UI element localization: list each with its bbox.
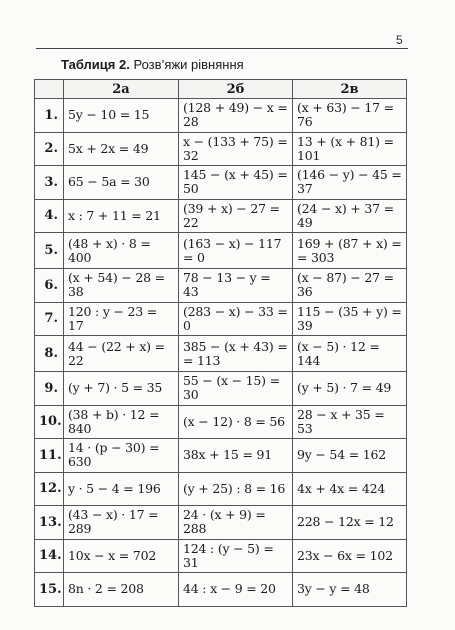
table-caption bbox=[61, 57, 244, 72]
column-header: 2а bbox=[64, 80, 179, 99]
table-row bbox=[35, 132, 407, 166]
equation-2a: (38 + b) · 12 = 840 bbox=[64, 405, 179, 439]
row-number: 14. bbox=[35, 539, 64, 573]
table-row bbox=[35, 233, 407, 269]
table-row bbox=[35, 269, 407, 303]
equation-2a: (43 − x) · 17 = 289 bbox=[64, 506, 179, 540]
equation-2a: (48 + x) · 8 = 400 bbox=[64, 233, 179, 269]
table-row bbox=[35, 439, 407, 473]
row-number: 13. bbox=[35, 506, 64, 540]
equation-2a: 14 · (p − 30) = 630 bbox=[64, 439, 179, 473]
equation-2a: 5y − 10 = 15 bbox=[64, 99, 179, 133]
equation-2c: (x + 63) − 17 = 76 bbox=[293, 99, 407, 133]
row-number: 7. bbox=[35, 302, 64, 336]
row-number: 8. bbox=[35, 336, 64, 372]
equation-2b: (39 + x) − 27 = 22 bbox=[179, 199, 293, 233]
equation-2c: 115 − (35 + y) = 39 bbox=[293, 302, 407, 336]
caption-text: Розв’яжи рівняння bbox=[133, 57, 244, 72]
row-number: 6. bbox=[35, 269, 64, 303]
equation-2b: (128 + 49) − x = 28 bbox=[179, 99, 293, 133]
equation-2a: 10x − x = 702 bbox=[64, 539, 179, 573]
equation-2b: x − (133 + 75) = 32 bbox=[179, 132, 293, 166]
equation-2a: 5x + 2x = 49 bbox=[64, 132, 179, 166]
equation-2c: (x − 5) · 12 = 144 bbox=[293, 336, 407, 372]
equation-2b: 24 · (x + 9) = 288 bbox=[179, 506, 293, 540]
table-row bbox=[35, 302, 407, 336]
equation-2a: 65 − 5a = 30 bbox=[64, 166, 179, 200]
equation-2a: y · 5 − 4 = 196 bbox=[64, 472, 179, 506]
equations-table bbox=[34, 79, 407, 607]
equation-2b: 78 − 13 − y = 43 bbox=[179, 269, 293, 303]
equation-2c: 4x + 4x = 424 bbox=[293, 472, 407, 506]
table-row bbox=[35, 336, 407, 372]
equation-2c: (y + 5) · 7 = 49 bbox=[293, 372, 407, 406]
equation-2a: (x + 54) − 28 = 38 bbox=[64, 269, 179, 303]
equation-2b: (163 − x) − 117 = 0 bbox=[179, 233, 293, 269]
header-corner bbox=[35, 80, 64, 99]
equation-2a: (y + 7) · 5 = 35 bbox=[64, 372, 179, 406]
equation-2c: 23x − 6x = 102 bbox=[293, 539, 407, 573]
table-row bbox=[35, 372, 407, 406]
row-number: 10. bbox=[35, 405, 64, 439]
table-row bbox=[35, 539, 407, 573]
page-number: 5 bbox=[396, 33, 403, 47]
equation-2b: (x − 12) · 8 = 56 bbox=[179, 405, 293, 439]
equation-2b: 55 − (x − 15) = 30 bbox=[179, 372, 293, 406]
equation-2c: 3y − y = 48 bbox=[293, 573, 407, 607]
equation-2a: 8n · 2 = 208 bbox=[64, 573, 179, 607]
table-row bbox=[35, 472, 407, 506]
equation-2b: 145 − (x + 45) = 50 bbox=[179, 166, 293, 200]
equation-2b: 38x + 15 = 91 bbox=[179, 439, 293, 473]
row-number: 4. bbox=[35, 199, 64, 233]
table-row bbox=[35, 405, 407, 439]
row-number: 1. bbox=[35, 99, 64, 133]
row-number: 15. bbox=[35, 573, 64, 607]
header-row bbox=[35, 80, 407, 99]
table-row bbox=[35, 573, 407, 607]
column-header: 2б bbox=[179, 80, 293, 99]
row-number: 9. bbox=[35, 372, 64, 406]
table-row bbox=[35, 199, 407, 233]
equation-2b: 385 − (x + 43) = = 113 bbox=[179, 336, 293, 372]
equation-2b: (283 − x) − 33 = 0 bbox=[179, 302, 293, 336]
row-number: 12. bbox=[35, 472, 64, 506]
equation-2a: x : 7 + 11 = 21 bbox=[64, 199, 179, 233]
table-body bbox=[35, 99, 407, 607]
equation-2b: 124 : (y − 5) = 31 bbox=[179, 539, 293, 573]
table-row bbox=[35, 99, 407, 133]
equation-2c: 9y − 54 = 162 bbox=[293, 439, 407, 473]
header-rule bbox=[36, 48, 408, 49]
equation-2b: 44 : x − 9 = 20 bbox=[179, 573, 293, 607]
equation-2a: 44 − (22 + x) = 22 bbox=[64, 336, 179, 372]
equation-2c: 228 − 12x = 12 bbox=[293, 506, 407, 540]
equation-2c: (24 − x) + 37 = 49 bbox=[293, 199, 407, 233]
equation-2c: 13 + (x + 81) = 101 bbox=[293, 132, 407, 166]
equation-2c: 28 − x + 35 = 53 bbox=[293, 405, 407, 439]
equation-2b: (y + 25) : 8 = 16 bbox=[179, 472, 293, 506]
table-row bbox=[35, 506, 407, 540]
column-header: 2в bbox=[293, 80, 407, 99]
row-number: 11. bbox=[35, 439, 64, 473]
row-number: 3. bbox=[35, 166, 64, 200]
row-number: 2. bbox=[35, 132, 64, 166]
equation-2a: 120 : y − 23 = 17 bbox=[64, 302, 179, 336]
equation-2c: (x − 87) − 27 = 36 bbox=[293, 269, 407, 303]
row-number: 5. bbox=[35, 233, 64, 269]
equation-2c: (146 − y) − 45 = 37 bbox=[293, 166, 407, 200]
table-row bbox=[35, 166, 407, 200]
equation-2c: 169 + (87 + x) = = 303 bbox=[293, 233, 407, 269]
caption-label: Таблиця 2. bbox=[61, 57, 130, 72]
